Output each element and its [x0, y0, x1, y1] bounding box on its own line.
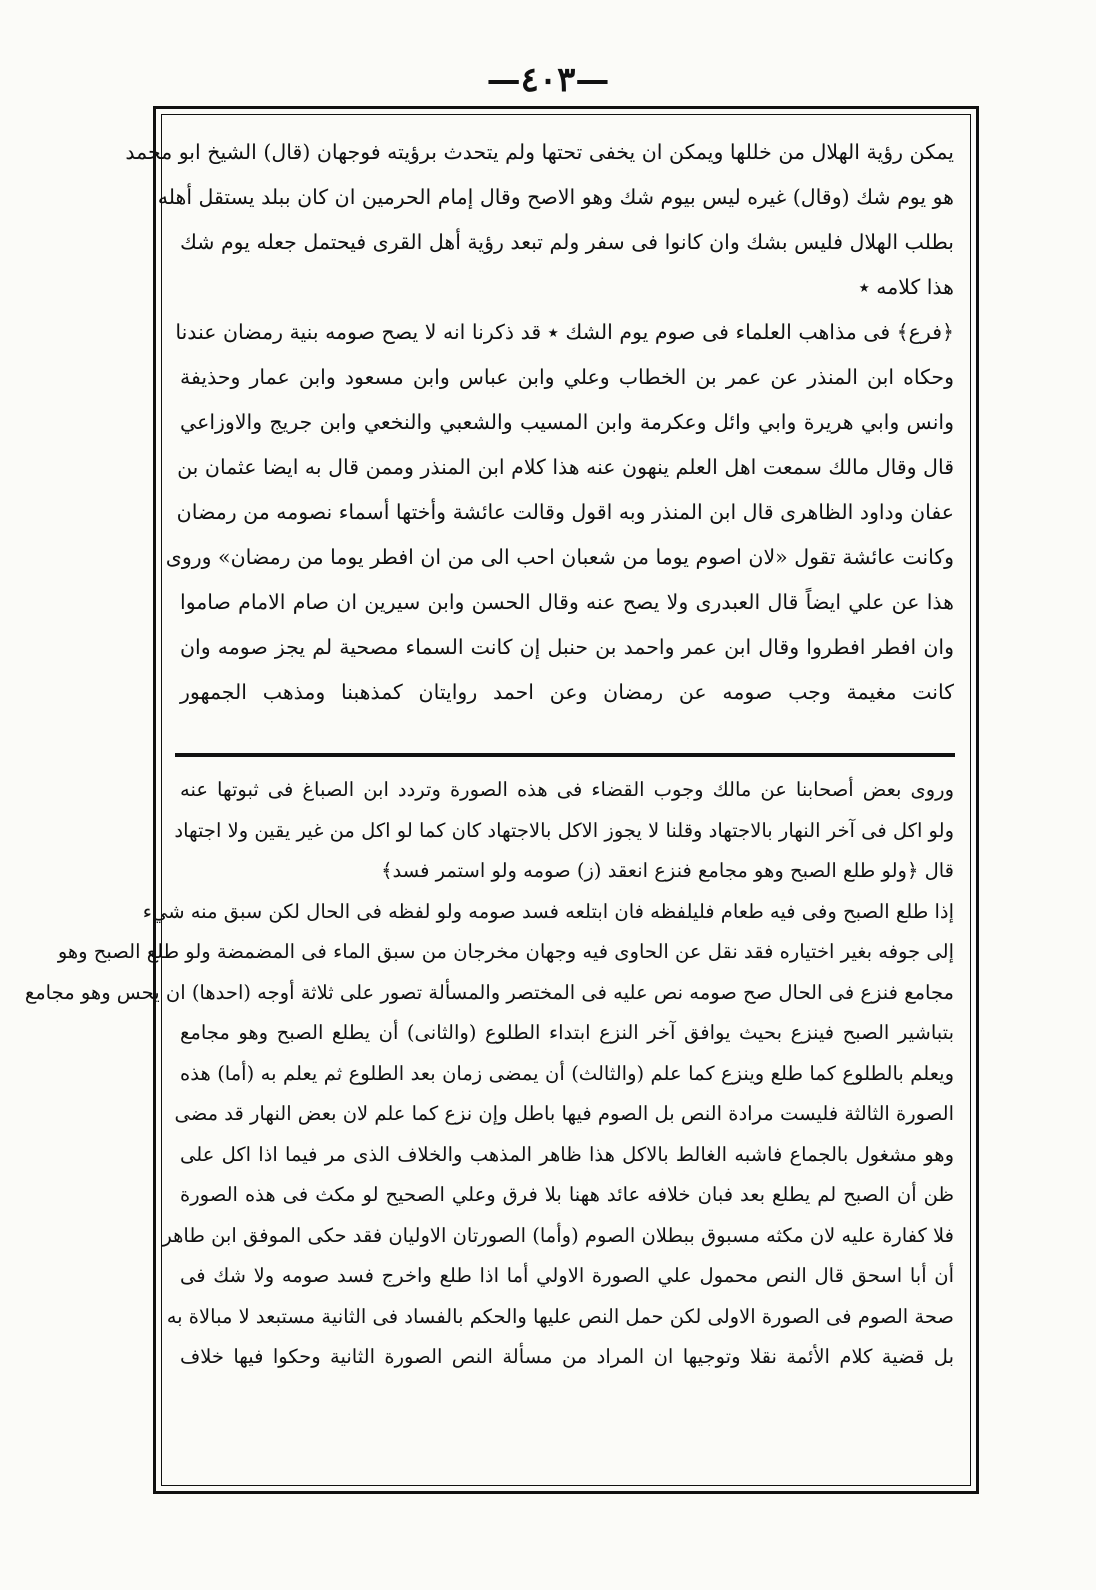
- page-number: —٤٠٣—: [486, 60, 610, 100]
- text-line: إلى جوفه بغير اختياره فقد نقل عن الحاوى فيه وجهان مخرجان من سبق الماء فى المضمضة ولو طلع الصبح وهو: [57, 940, 954, 963]
- text-line: ظن أن الصبح لم يطلع بعد فبان خلافه عائد ههنا بلا فرق وعلي الصحيح لو مكث فى هذه الصورة: [180, 1183, 954, 1206]
- text-line: أن أبا اسحق قال النص محمول علي الصورة الاولي أما اذا طلع واخرج فسد صومه ولا شك فى: [180, 1264, 954, 1287]
- text-line: ولو اكل فى آخر النهار بالاجتهاد وقلنا لا يجوز الاكل بالاجتهاد كان كما لو اكل من غير يقين ولا اجتهاد: [174, 818, 954, 842]
- text-line: قال ﴿ولو طلع الصبح وهو مجامع فنزع انعقد (ز) صومه ولو استمر فسد﴾: [381, 859, 954, 882]
- text-line: قال وقال مالك سمعت اهل العلم ينهون عنه هذا كلام ابن المنذر وممن قال به ايضا عثمان بن: [177, 455, 954, 479]
- text-line: صحة الصوم فى الصورة الاولى لكن حمل النص عليها والحكم بالفساد فى الثانية مستبعد لا مبالاة به: [166, 1304, 954, 1328]
- text-line: بتباشير الصبح فينزع بحيث يوافق آخر النزع ابتداء الطلوع (والثانى) أن يطلع الصبح وهو مجامع: [180, 1021, 954, 1044]
- text-line: وانس وابي هريرة وابي وائل وعكرمة وابن المسيب والشعبي والنخعي وابن جريج والاوزاعي: [180, 410, 954, 434]
- section-divider: [175, 753, 955, 757]
- text-line: مجامع فنزع فى الحال صح صومه نص عليه فى المختصر والمسألة تصور على ثلاثة أوجه (احدها) ان يحس وهو مجامع: [24, 980, 954, 1004]
- text-line: هو يوم شك (وقال) غيره ليس بيوم شك وهو الاصح وقال إمام الحرمين ان كان ببلد يستقل أهله: [157, 185, 954, 209]
- text-line: هذا عن علي ايضاً قال العبدرى ولا يصح عنه وقال الحسن وابن سيرين ان صام الامام صاموا: [180, 590, 954, 614]
- text-line: بطلب الهلال فليس بشك وان كانوا فى سفر ولم تبعد رؤية أهل القرى فيحتمل جعله يوم شك: [180, 230, 954, 254]
- text-line: وان افطر افطروا وقال ابن عمر واحمد بن حنبل إن كانت السماء مصحية لم يجز صومه وان: [180, 635, 954, 659]
- commentary-text-block: [24, 770, 954, 1378]
- text-line: فلا كفارة عليه لان مكثه مسبوق ببطلان الصوم (وأما) الصورتان الاوليان فقد حكى الموفق ابن طاهر: [162, 1223, 954, 1247]
- text-line: كانت مغيمة وجب صومه عن رمضان وعن احمد روايتان كمذهبنا ومذهب الجمهور: [180, 680, 954, 704]
- text-line: بل قضية كلام الأئمة نقلا وتوجيها ان المراد من مسألة النص الصورة الثانية وحكوا فيها خلاف: [180, 1345, 954, 1368]
- text-line: عفان وداود الظاهرى قال ابن المنذر وبه اقول وقالت عائشة وأختها أسماء نصومه من رمضان: [176, 500, 954, 524]
- text-line: وروى بعض أصحابنا عن مالك وجوب القضاء فى هذه الصورة وتردد ابن الصباغ فى ثبوتها عنه: [180, 778, 954, 801]
- text-line: الصورة الثالثة فليست مرادة النص بل الصوم فيها باطل وإن نزع كما علم لان بعض النهار قد مضى: [174, 1102, 954, 1125]
- text-line: وكانت عائشة تقول «لان اصوم يوما من شعبان احب الى من ان افطر يوما من رمضان» وروى: [165, 545, 954, 569]
- text-line: يمكن رؤية الهلال من خللها ويمكن ان يخفى تحتها ولم يتحدث برؤيته فوجهان (قال) الشيخ ابو محمد: [125, 140, 954, 164]
- main-text-block: [125, 130, 954, 715]
- text-line: ويعلم بالطلوع كما طلع وينزع كما علم (والثالث) أن يمضى زمان بعد الطلوع ثم يعلم به (أما) هذه: [180, 1061, 954, 1085]
- text-line: هذا كلامه ٭: [858, 275, 954, 299]
- text-line: إذا طلع الصبح وفى فيه طعام فليلفظه فان ابتلعه فسد صومه ولو لفظه فى الحال لكن سبق منه شيء: [142, 899, 954, 923]
- text-line: ﴿فرع﴾ فى مذاهب العلماء فى صوم يوم الشك ٭ قد ذكرنا انه لا يصح صومه بنية رمضان عندنا: [175, 320, 954, 344]
- text-line: وهو مشغول بالجماع فاشبه الغالط بالاكل هذا ظاهر المذهب والخلاف الذى مر فيما اذا اكل على: [180, 1142, 954, 1166]
- text-line: وحكاه ابن المنذر عن عمر بن الخطاب وعلي وابن عباس وابن مسعود وابن عمار وحذيفة: [180, 365, 954, 389]
